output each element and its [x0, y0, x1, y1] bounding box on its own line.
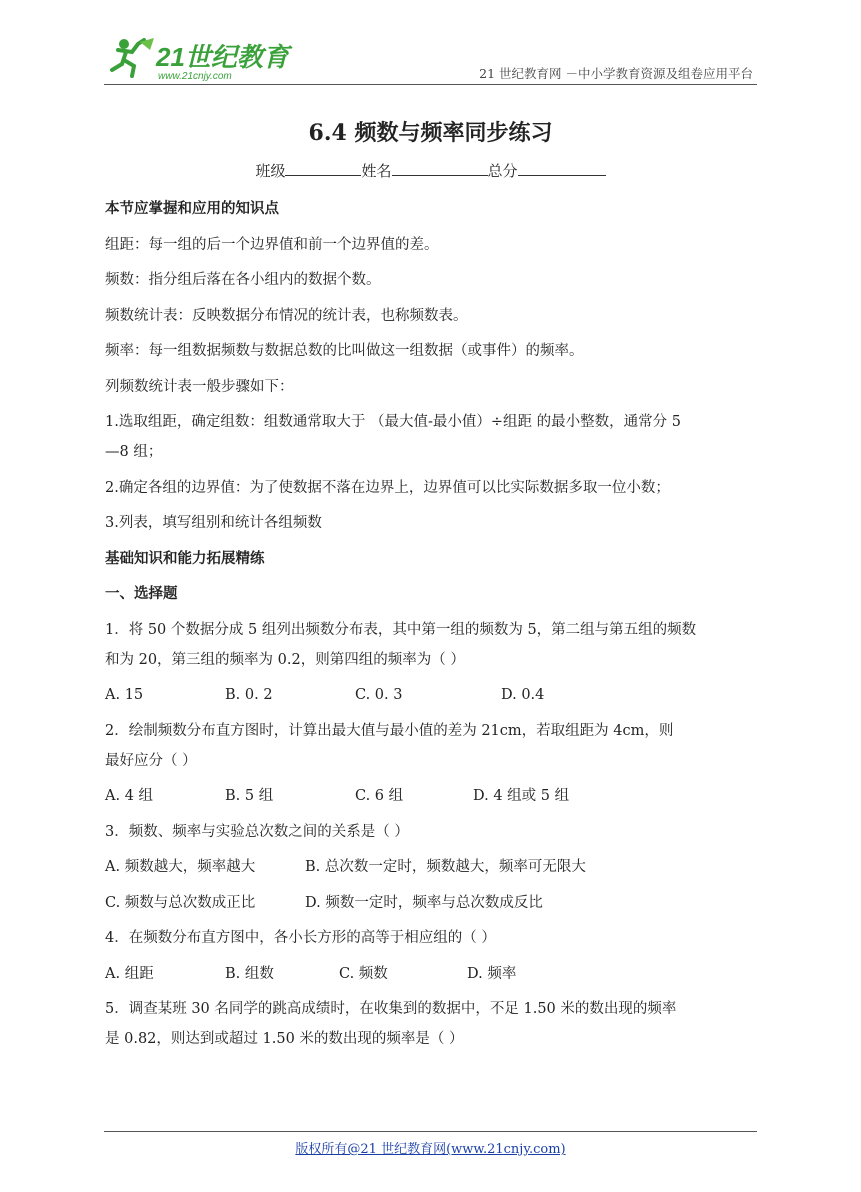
question-3-line-1: 3．频数、频率与实验总次数之间的关系是（ ） [105, 823, 409, 840]
option-b[interactable]: B. 5 组 [225, 788, 274, 804]
option-d[interactable]: D. 0.4 [501, 687, 545, 703]
knowledge-line: 组距：每一组的后一个边界值和前一个边界值的差。 [105, 236, 439, 253]
option-d[interactable]: D. 频数一定时，频率与总次数成反比 [305, 894, 543, 911]
option-c[interactable]: C. 频数 [339, 965, 388, 982]
question-2-line-2: 最好应分（ ） [105, 752, 197, 769]
class-blank[interactable] [285, 161, 361, 176]
site-logo [104, 34, 304, 82]
option-a[interactable]: A. 组距 [105, 965, 154, 982]
option-c[interactable]: C. 频数与总次数成正比 [105, 894, 256, 911]
logo-url: www.21cnjy.com [158, 71, 232, 82]
option-b[interactable]: B. 总次数一定时，频数越大，频率可无限大 [305, 859, 586, 875]
header-site-text: 21 世纪教育网 －中小学教育资源及组卷应用平台 [479, 66, 753, 81]
option-a[interactable]: A. 4 组 [105, 788, 154, 804]
knowledge-line: 频数统计表：反映数据分布情况的统计表，也称频数表。 [105, 307, 468, 324]
option-c[interactable]: C. 6 组 [355, 788, 404, 804]
option-d[interactable]: D. 4 组或 5 组 [473, 788, 570, 804]
option-a[interactable]: A. 15 [105, 687, 144, 703]
score-blank[interactable] [518, 161, 606, 176]
section-heading: 一、选择题 [105, 585, 178, 602]
knowledge-line: 频数：指分组后落在各小组内的数据个数。 [105, 272, 381, 288]
name-blank[interactable] [392, 161, 488, 176]
question-3-options-row-1 [105, 852, 757, 888]
name-label: 姓名 [361, 162, 392, 180]
question-4-options [105, 959, 757, 995]
document-body [105, 194, 757, 1060]
option-b[interactable]: B. 0. 2 [225, 687, 273, 703]
footer-copyright-link[interactable]: 版权所有@21 世纪教育网(www.21cnjy.com) [295, 1142, 566, 1157]
info-row [0, 160, 861, 181]
score-label: 总分 [487, 162, 518, 180]
question-3-options-row-2 [105, 888, 757, 924]
question-1-line-1: 1．将 50 个数据分成 5 组列出频数分布表，其中第一组的频数为 5，第二组与第五组的频数 [105, 621, 697, 638]
step-1-line-2: —8 组； [105, 444, 163, 460]
knowledge-heading: 本节应掌握和应用的知识点 [105, 200, 279, 217]
step-1-line-1: 1.选取组距，确定组数：组数通常取大于 （最大值-最小值）÷组距 的最小整数，通常分 5 [105, 414, 681, 430]
knowledge-line: 列频数统计表一般步骤如下： [105, 378, 294, 395]
question-5-line-2: 是 0.82，则达到或超过 1.50 米的数出现的频率是（ ） [105, 1031, 464, 1047]
option-a[interactable]: A. 频数越大，频率越大 [105, 859, 256, 875]
question-1-options [105, 680, 757, 716]
question-1-line-2: 和为 20，第三组的频率为 0.2，则第四组的频率为（ ） [105, 651, 465, 668]
option-b[interactable]: B. 组数 [225, 965, 274, 982]
step-2: 2.确定各组的边界值：为了使数据不落在边界上，边界值可以比实际数据多取一位小数； [105, 479, 670, 496]
knowledge-line: 频率：每一组数据频数与数据总数的比叫做这一组数据（或事件）的频率。 [105, 343, 584, 359]
header-divider [104, 84, 757, 85]
question-2-options [105, 781, 757, 817]
question-4-line-1: 4．在频数分布直方图中，各小长方形的高等于相应组的（ ） [105, 930, 496, 946]
runner-logo-icon [104, 34, 304, 82]
footer-divider [104, 1131, 757, 1132]
practice-heading: 基础知识和能力拓展精练 [105, 549, 265, 567]
question-2-line-1: 2．绘制频数分布直方图时，计算出最大值与最小值的差为 21cm，若取组距为 4cm，则 [105, 722, 674, 739]
page-title: 6.4 频数与频率同步练习 [308, 120, 553, 146]
option-c[interactable]: C. 0. 3 [355, 687, 403, 703]
class-label: 班级 [255, 162, 286, 180]
step-3: 3.列表，填写组别和统计各组频数 [105, 515, 322, 531]
logo-wordmark: 21世纪教育 [156, 42, 289, 72]
question-5-line-1: 5．调查某班 30 名同学的跳高成绩时，在收集到的数据中，不足 1.50 米的数出现的频率 [105, 1001, 677, 1017]
option-d[interactable]: D. 频率 [467, 965, 517, 982]
